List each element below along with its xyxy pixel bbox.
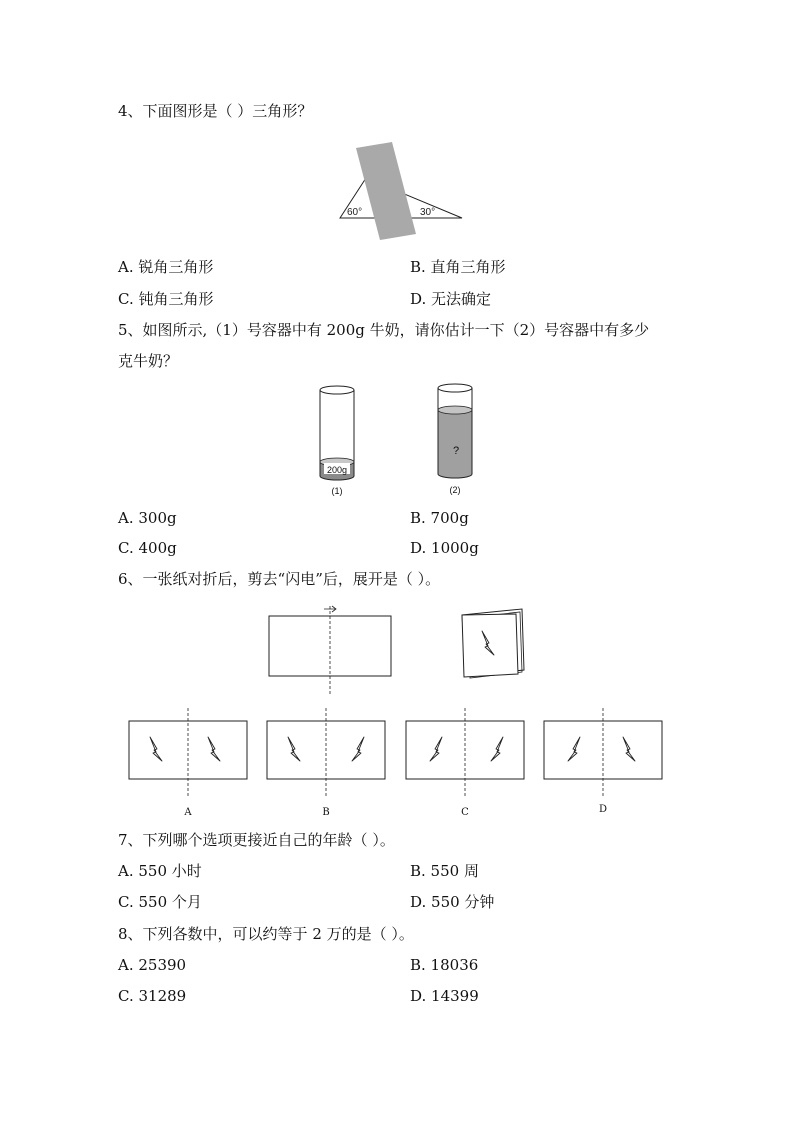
q7-option-a[interactable]: A. 550 小时: [118, 862, 202, 880]
q7-option-c[interactable]: C. 550 个月: [118, 893, 202, 911]
q4-option-b[interactable]: B. 直角三角形: [410, 258, 506, 276]
q5-question-line1: 5、如图所示,（1）号容器中有 200g 牛奶，请你估计一下（2）号容器中有多少: [118, 321, 650, 339]
choice-label-a[interactable]: A: [184, 807, 192, 818]
q4-question: 4、下面图形是（ ）三角形？: [118, 102, 313, 120]
q8-option-c[interactable]: C. 31289: [118, 987, 187, 1005]
q5-option-d[interactable]: D. 1000g: [410, 539, 479, 557]
q5-containers-figure: [310, 378, 490, 500]
choice-b-figure: [267, 708, 385, 798]
container-1: [320, 386, 354, 496]
container-1-value: 200g: [326, 465, 348, 475]
q4-triangle-figure: [330, 138, 470, 244]
q6-question: 6、一张纸对折后，剪去“闪电”后，展开是（ ）。: [118, 570, 441, 588]
q8-question: 8、下列各数中，可以约等于 2 万的是（ ）。: [118, 925, 414, 943]
container-2-label: (2): [449, 485, 461, 495]
container-2-value: ?: [452, 445, 460, 457]
choice-d-figure: [544, 708, 662, 798]
q6-choices-figure: [120, 702, 670, 822]
q5-option-c[interactable]: C. 400g: [118, 539, 177, 557]
angle-right-label: 30°: [420, 207, 436, 218]
q7-option-b[interactable]: B. 550 周: [410, 862, 479, 880]
choice-label-c[interactable]: C: [461, 807, 469, 818]
choice-label-d[interactable]: D: [598, 804, 608, 815]
choice-a-figure: [129, 708, 247, 798]
q5-option-a[interactable]: A. 300g: [118, 509, 177, 527]
choice-label-b[interactable]: B: [322, 807, 330, 818]
folded-paper: [462, 609, 524, 678]
choice-c-figure: [406, 708, 524, 798]
q7-question: 7、下列哪个选项更接近自己的年龄（ ）。: [118, 831, 395, 849]
q7-option-d[interactable]: D. 550 分钟: [410, 893, 495, 911]
q8-option-d[interactable]: D. 14399: [410, 987, 479, 1005]
q5-question-line2: 克牛奶？: [118, 352, 179, 370]
container-1-label: (1): [331, 486, 343, 496]
angle-left-label: 60°: [347, 207, 363, 218]
q8-option-b[interactable]: B. 18036: [410, 956, 479, 974]
q5-option-b[interactable]: B. 700g: [410, 509, 469, 527]
container-2: [438, 384, 472, 495]
grey-rectangle-cover: [356, 142, 416, 240]
q4-option-a[interactable]: A. 锐角三角形: [118, 258, 214, 276]
q8-option-a[interactable]: A. 25390: [118, 956, 187, 974]
q6-paper-figure: [260, 600, 540, 698]
q4-option-c[interactable]: C. 钝角三角形: [118, 290, 214, 308]
q4-option-d[interactable]: D. 无法确定: [410, 290, 492, 308]
